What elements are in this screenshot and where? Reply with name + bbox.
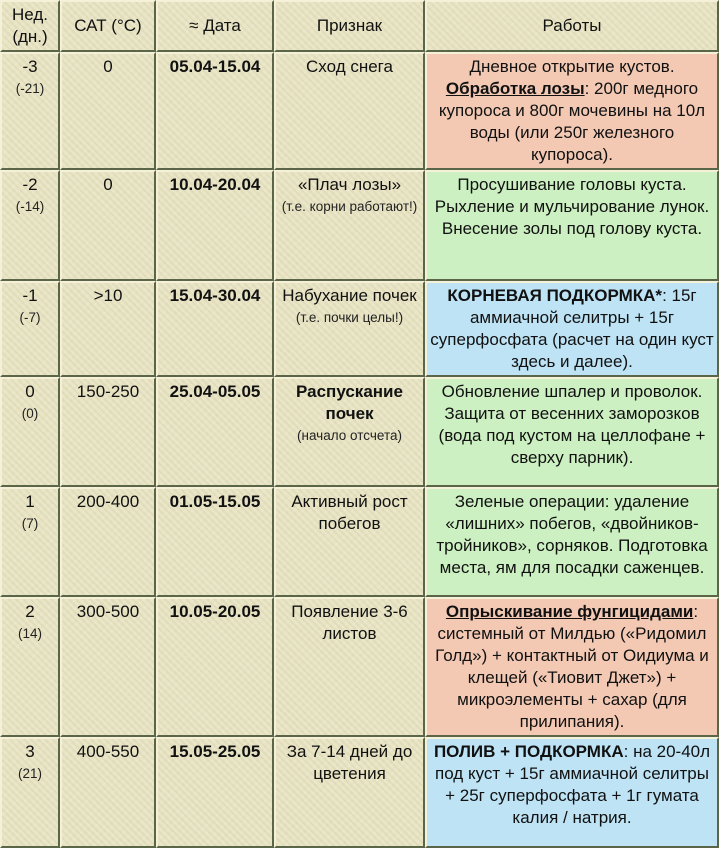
- sign-text: Появление 3-6 листов: [291, 602, 408, 643]
- date-cell: 01.05-15.05: [156, 487, 274, 597]
- sign-text: Сход снега: [306, 57, 393, 76]
- week-days: (-14): [15, 199, 45, 214]
- date-cell: 05.04-15.04: [156, 52, 274, 170]
- week-number: -3: [22, 57, 38, 76]
- week-cell: [0, 170, 60, 281]
- date-cell: 15.04-30.04: [156, 281, 274, 377]
- works-cell: [425, 377, 719, 487]
- week-number: 2: [25, 602, 35, 621]
- table-row: [0, 377, 719, 487]
- works-text: : на 20-40л под куст + 15г аммиачной селитры + 25г суперфосфата + 1г гумата калия / натрия.: [435, 742, 711, 827]
- works-text: : 200г медного купороса и 800г мочевины на 10л воды (или 250г железного купороса).: [438, 79, 706, 164]
- header-date: ≈ Дата: [156, 0, 274, 52]
- sign-cell: [274, 170, 425, 281]
- header-sat: САТ (°С): [60, 0, 156, 52]
- table-row: [0, 281, 719, 377]
- works-cell: [425, 487, 719, 597]
- date-cell: 15.05-25.05: [156, 737, 274, 848]
- sign-text: Активный рост побегов: [291, 492, 408, 533]
- works-cell: [425, 52, 719, 170]
- week-number: 3: [25, 742, 35, 761]
- week-cell: [0, 737, 60, 848]
- sign-text: Набухание почек: [282, 286, 417, 305]
- works-lead: Просушивание головы куста. Рыхление и мульчирование лунок. Внесение золы под голову куста.: [434, 175, 710, 238]
- sign-text: Распускание почек: [296, 382, 403, 423]
- week-cell: [0, 52, 60, 170]
- week-days: (-7): [19, 310, 41, 325]
- sign-cell: [274, 52, 425, 170]
- week-cell: [0, 597, 60, 737]
- sign-text: «Плач лозы»: [297, 175, 402, 194]
- week-number: -1: [22, 286, 38, 305]
- sign-note: (т.е. почки целы!): [295, 310, 404, 325]
- table-row: [0, 52, 719, 170]
- works-cell: [425, 597, 719, 737]
- header-row: [0, 0, 719, 52]
- works-lead: Зеленые операции: удаление «лишних» побегов, «двойников-тройников», сорняков. Подготовка места, ям для посадки саженцев.: [436, 492, 708, 577]
- works-cell: [425, 170, 719, 281]
- week-number: -2: [22, 175, 38, 194]
- table-row: [0, 737, 719, 848]
- sign-cell: [274, 737, 425, 848]
- week-days: (7): [21, 516, 39, 531]
- week-cell: [0, 377, 60, 487]
- sign-cell: [274, 487, 425, 597]
- header-sign: Признак: [274, 0, 425, 52]
- header-week: Нед. (дн.): [0, 0, 60, 52]
- week-days: (14): [17, 626, 42, 641]
- week-days: (21): [17, 766, 42, 781]
- table-row: [0, 170, 719, 281]
- sign-note: (т.е. корни работают!): [281, 199, 418, 214]
- works-text: : 15г аммиачной селитры + 15г суперфосфата (расчет на один куст здесь и далее).: [430, 286, 714, 371]
- works-cell: [425, 281, 719, 377]
- sat-cell: 200-400: [60, 487, 156, 597]
- sign-note: (начало отсчета): [297, 428, 402, 443]
- sat-cell: 0: [60, 52, 156, 170]
- sat-cell: >10: [60, 281, 156, 377]
- sign-text: За 7-14 дней до цветения: [286, 742, 413, 783]
- sign-cell: [274, 281, 425, 377]
- works-lead: Обновление шпалер и проволок. Защита от весенних заморозков (вода под кустом на целлофане + сверху парник).: [438, 382, 706, 467]
- table-row: [0, 487, 719, 597]
- sat-cell: 400-550: [60, 737, 156, 848]
- week-days: (0): [21, 406, 39, 421]
- works-cell: [425, 737, 719, 848]
- table-row: [0, 597, 719, 737]
- sign-cell: [274, 597, 425, 737]
- works-text: : системный от Милдью («Ридомил Голд») + контактный от Оидиума и клещей («Тиовит Джет») + микроэлементы + сахар (для прилипания).: [435, 602, 709, 731]
- works-emphasis: Опрыскивание фунгицидами: [445, 602, 694, 621]
- header-works: Работы: [425, 0, 719, 52]
- date-cell: 10.05-20.05: [156, 597, 274, 737]
- date-cell: 10.04-20.04: [156, 170, 274, 281]
- sign-cell: [274, 377, 425, 487]
- sat-cell: 300-500: [60, 597, 156, 737]
- works-lead: Дневное открытие кустов.: [469, 57, 675, 76]
- week-number: 0: [25, 382, 35, 401]
- week-cell: [0, 281, 60, 377]
- date-cell: 25.04-05.05: [156, 377, 274, 487]
- works-emphasis: КОРНЕВАЯ ПОДКОРМКА*: [447, 286, 663, 305]
- works-emphasis: ПОЛИВ + ПОДКОРМКА: [433, 742, 624, 761]
- works-emphasis: Обработка лозы: [445, 79, 585, 98]
- week-cell: [0, 487, 60, 597]
- week-number: 1: [25, 492, 35, 511]
- sat-cell: 0: [60, 170, 156, 281]
- week-days: (-21): [15, 81, 45, 96]
- sat-cell: 150-250: [60, 377, 156, 487]
